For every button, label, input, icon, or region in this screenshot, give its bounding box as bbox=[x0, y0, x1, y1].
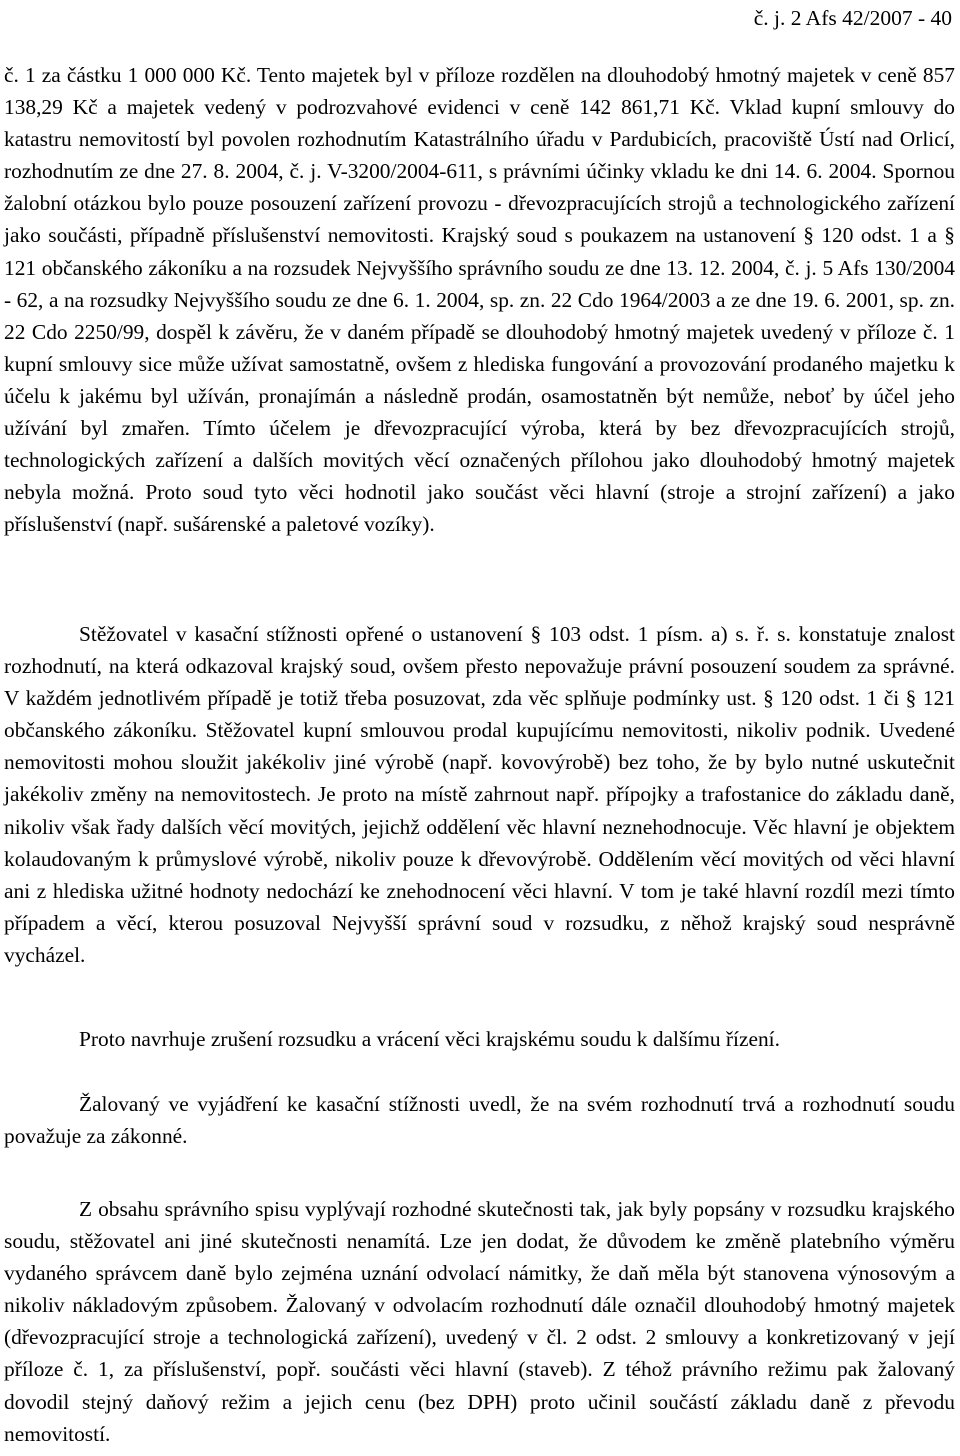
case-number-header: č. j. 2 Afs 42/2007 - 40 bbox=[753, 6, 952, 30]
paragraph-motion: Proto navrhuje zrušení rozsudku a vrácení věci krajskému soudu k dalšímu řízení. bbox=[79, 1027, 780, 1051]
paragraph-administrative-file: Z obsahu správního spisu vyplývají rozhodné skutečnosti tak, jak byly popsány v rozsudku krajského soudu, stěžovatel ani jiné skutečnosti nenamítá. Lze jen dodat, že důvodem ke změně platebního výměru vydaného správcem daně bylo zejména uznání odvolací námitky, že daň měla být stanovena výnosovým a nikoliv nákladovým způsobem. Žalovaný v odvolacím rozhodnutí dále označil dlouhodobý hmotný majetek (dřevozpracující stroje a technologická zařízení), uvedený v čl. 2 odst. 2 smlouvy a konkretizovaný v její příloze č. 1, za příslušenství, popř. součásti věci hlavní (staveb). Z téhož právního režimu pak žalovaný dovodil stejný daňový režim a jejich cenu (bez DPH) proto učinil součástí základu daně z převodu nemovitostí. bbox=[4, 1197, 955, 1446]
paragraph-sale-contract-details: č. 1 za částku 1 000 000 Kč. Tento majetek byl v příloze rozdělen na dlouhodobý hmotný majetek v ceně 857 138,29 Kč a majetek vedený v podrozvahové evidenci v ceně 142 861,71 Kč. Vklad kupní smlouvy do katastru nemovitostí byl povolen rozhodnutím Katastrálního úřadu v Pardubicích, pracoviště Ústí nad Orlicí, rozhodnutím ze dne 27. 8. 2004, č. j. V-3200/2004-611, s právními účinky vkladu ke dni 14. 6. 2004. Spornou žalobní otázkou bylo pouze posouzení zařízení provozu - dřevozpracujících strojů a technologického zařízení jako součásti, případně příslušenství nemovitosti. Krajský soud s poukazem na ustanovení § 120 odst. 1 a § 121 občanského zákoníku a na rozsudek Nejvyššího správního soudu ze dne 13. 12. 2004, č. j. 5 Afs 130/2004 - 62, a na rozsudky Nejvyššího soudu ze dne 6. 1. 2004, sp. zn. 22 Cdo 1964/2003 a ze dne 19. 6. 2001, sp. zn. 22 Cdo 2250/99, dospěl k závěru, že v daném případě se dlouhodobý hmotný majetek uvedený v příloze č. 1 kupní smlouvy sice může užívat samostatně, ovšem z hlediska fungování a provozování prodaného majetku k účelu k jakému byl užíván, pronajímán a následně prodán, osamostatněn být nemůže, neboť by účel jeho užívání byl zmařen. Tímto účelem je dřevozpracující výroba, která by bez dřevozpracujících strojů, technologických zařízení a dalších movitých věcí označených přílohou jako dlouhodobý hmotný majetek nebyla možná. Proto soud tyto věci hodnotil jako součást věci hlavní (stroje a strojní zařízení) a jako příslušenství (např. sušárenské a paletové vozíky). bbox=[4, 63, 955, 537]
paragraph-complainant-argument: Stěžovatel v kasační stížnosti opřené o ustanovení § 103 odst. 1 písm. a) s. ř. s. konstatuje znalost rozhodnutí, na která odkazoval krajský soud, ovšem přesto nepovažuje právní posouzení soudem za správné. V každém jednotlivém případě je totiž třeba posuzovat, zda věc splňuje podmínky ust. § 120 odst. 1 či § 121 občanského zákoníku. Stěžovatel kupní smlouvou prodal kupujícímu nemovitosti, nikoliv podnik. Uvedené nemovitosti mohou sloužit jakékoliv jiné výrobě (např. kovovýrobě) bez toho, že by bylo nutné uskutečnit jakékoliv změny na nemovitostech. Je proto na místě zahrnout např. přípojky a trafostanice do základu daně, nikoliv však řady dalších věcí movitých, jejichž oddělení věc hlavní neznehodnocuje. Věc hlavní je objektem kolaudovaným k průmyslové výrobě, nikoliv pouze k dřevovýrobě. Oddělením věcí movitých od věci hlavní ani z hlediska užitné hodnoty nedochází ke znehodnocení věci hlavní. V tom je také hlavní rozdíl mezi tímto případem a věcí, kterou posuzoval Nejvyšší správní soud v rozsudku, z něhož krajský soud nesprávně vycházel. bbox=[4, 622, 955, 967]
paragraph-defendant-statement: Žalovaný ve vyjádření ke kasační stížnosti uvedl, že na svém rozhodnutí trvá a rozhodnutí soudu považuje za zákonné. bbox=[4, 1092, 955, 1149]
